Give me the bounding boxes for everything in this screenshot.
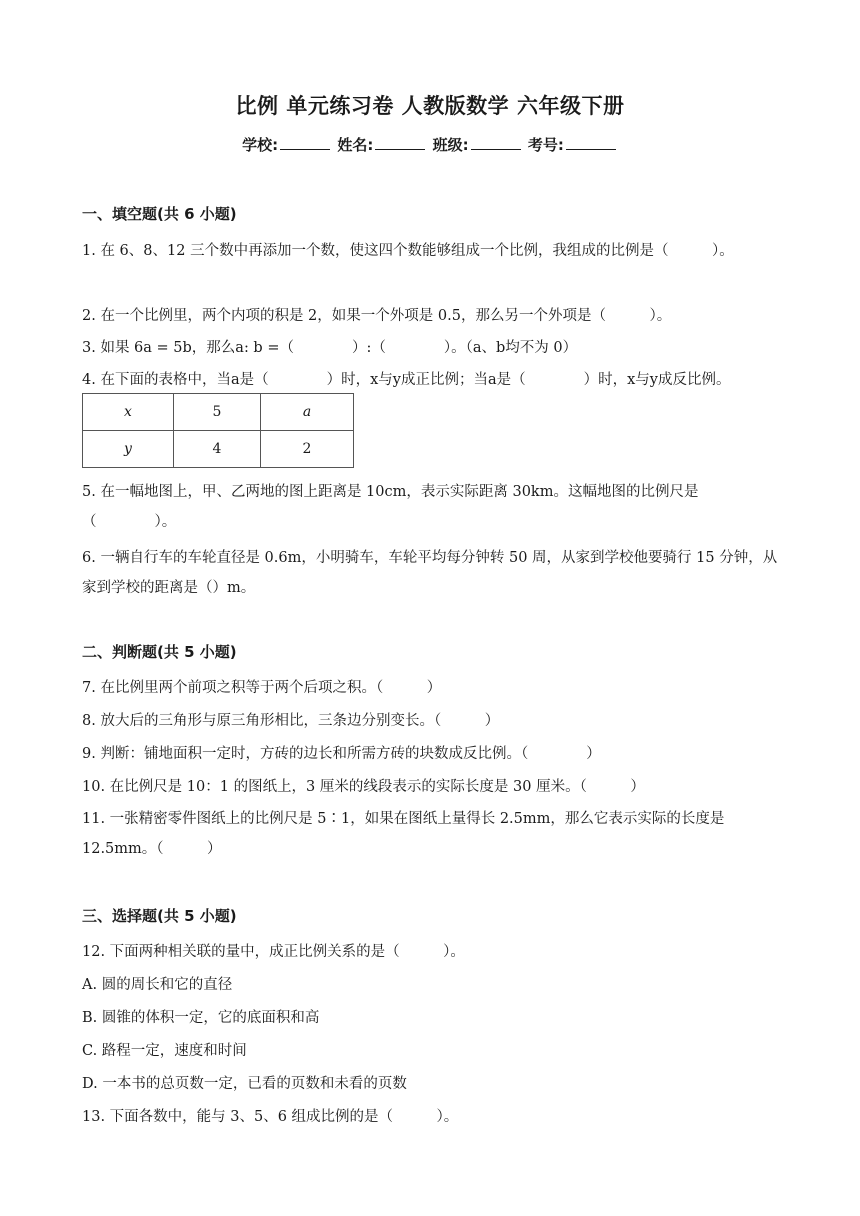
section-heading-multiple-choice: 三、选择题(共 5 小题) xyxy=(82,907,237,925)
question-3: 3. 如果 6a = 5b，那么a: b =（ ）:（ ）。（a、b均不为 0） xyxy=(82,340,578,356)
table-row xyxy=(83,394,354,431)
question-7: 7. 在比例里两个前项之积等于两个后项之积。（ ） xyxy=(82,680,442,696)
question-5: 5. 在一幅地图上，甲、乙两地的图上距离是 10cm，表示实际距离 30km。这幅地图的比例尺是（ ）。 xyxy=(82,484,699,530)
x-y-table xyxy=(82,393,354,468)
question-1: 1. 在 6、8、12 三个数中再添加一个数，使这四个数能够组成一个比例，我组成的比例是（ ）。 xyxy=(82,243,734,259)
question-6: 6. 一辆自行车的车轮直径是 0.6m，小明骑车，车轮平均每分钟转 50 周，从家到学校他要骑行 15 分钟，从家到学校的距离是（）m。 xyxy=(82,550,778,596)
choice-b: B. 圆锥的体积一定，它的底面积和高 xyxy=(82,1010,320,1026)
table-cell: 5 xyxy=(174,394,261,431)
question-13: 13. 下面各数中，能与 3、5、6 组成比例的是（ ）。 xyxy=(82,1109,459,1125)
table-cell: x xyxy=(83,394,174,431)
student-info-line xyxy=(0,134,860,155)
question-8: 8. 放大后的三角形与原三角形相比，三条边分别变长。（ ） xyxy=(82,713,500,729)
school-label: 学校: xyxy=(242,136,279,154)
question-11: 11. 一张精密零件图纸上的比例尺是 5∶1，如果在图纸上量得长 2.5mm，那么它表示实际的长度是 12.5mm。（ ） xyxy=(82,811,725,857)
class-label: 班级: xyxy=(432,136,469,154)
question-2: 2. 在一个比例里，两个内项的积是 2，如果一个外项是 0.5，那么另一个外项是（ ）。 xyxy=(82,308,672,324)
page-title: 比例 单元练习卷 人教版数学 六年级下册 xyxy=(235,94,625,118)
table-cell: y xyxy=(83,431,174,468)
table-row xyxy=(83,431,354,468)
name-label: 姓名: xyxy=(337,136,374,154)
table-cell: 2 xyxy=(261,431,354,468)
table-cell: a xyxy=(261,394,354,431)
class-blank[interactable] xyxy=(471,135,521,150)
exam-no-blank[interactable] xyxy=(566,135,616,150)
exam-no-label: 考号: xyxy=(527,136,564,154)
question-9: 9. 判断：铺地面积一定时，方砖的边长和所需方砖的块数成反比例。（ ） xyxy=(82,746,601,762)
choice-d: D. 一本书的总页数一定，已看的页数和未看的页数 xyxy=(82,1076,407,1092)
section-heading-true-false: 二、判断题(共 5 小题) xyxy=(82,643,237,661)
question-4: 4. 在下面的表格中，当a是（ ）时，x与y成正比例；当a是（ ）时，x与y成反比例。 xyxy=(82,372,731,388)
school-blank[interactable] xyxy=(280,135,330,150)
choice-c: C. 路程一定，速度和时间 xyxy=(82,1043,247,1059)
choice-a: A. 圆的周长和它的直径 xyxy=(82,977,233,993)
section-heading-fill-in: 一、填空题(共 6 小题) xyxy=(82,205,237,223)
question-10: 10. 在比例尺是 10：1 的图纸上，3 厘米的线段表示的实际长度是 30 厘米。（ ） xyxy=(82,779,645,795)
question-12: 12. 下面两种相关联的量中，成正比例关系的是（ ）。 xyxy=(82,944,465,960)
table-cell: 4 xyxy=(174,431,261,468)
name-blank[interactable] xyxy=(375,135,425,150)
